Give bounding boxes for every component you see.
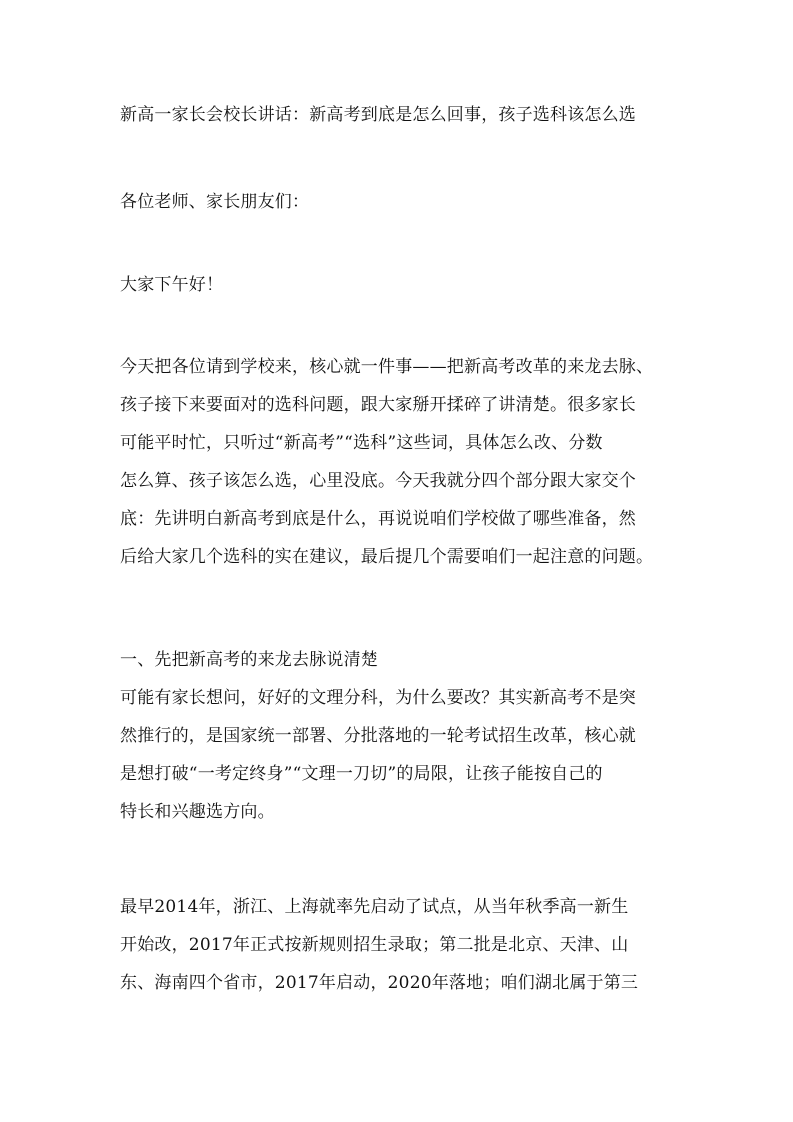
section1-paragraph-2 xyxy=(120,888,685,1002)
paragraph-line: 可能有家长想问，好好的文理分科，为什么要改？其实新高考不是突 xyxy=(120,688,636,708)
paragraph-line: 然推行的，是国家统一部署、分批落地的一轮考试招生改革，核心就 xyxy=(120,726,636,746)
greeting xyxy=(120,266,685,304)
paragraph-line: 东、海南四个省市，2017年启动，2020年落地；咱们湖北属于第三 xyxy=(120,973,639,993)
section1 xyxy=(120,641,685,831)
paragraph-line: 最早2014年，浙江、上海就率先启动了试点，从当年秋季高一新生 xyxy=(120,897,629,917)
paragraph-line: 孩子接下来要面对的选科问题，跟大家掰开揉碎了讲清楚。很多家长 xyxy=(120,395,636,415)
salutation-line: 各位老师、家长朋友们： xyxy=(120,192,310,212)
salutation xyxy=(120,183,685,221)
section-heading: 一、先把新高考的来龙去脉说清楚 xyxy=(120,650,378,670)
paragraph-line: 后给大家几个选科的实在建议，最后提几个需要咱们一起注意的问题。 xyxy=(120,547,654,567)
paragraph-line: 底：先讲明白新高考到底是什么，再说说咱们学校做了哪些准备，然 xyxy=(120,509,636,529)
paragraph-line: 可能平时忙，只听过“新高考”“选科”这些词，具体怎么改、分数 xyxy=(120,433,603,453)
document-title xyxy=(120,96,685,134)
title-line: 新高一家长会校长讲话：新高考到底是怎么回事，孩子选科该怎么选 xyxy=(120,105,636,125)
intro-paragraph xyxy=(120,348,685,576)
paragraph-line: 怎么算、孩子该怎么选，心里没底。今天我就分四个部分跟大家交个 xyxy=(120,471,636,491)
paragraph-line: 是想打破“一考定终身”“文理一刀切”的局限，让孩子能按自己的 xyxy=(120,764,603,784)
paragraph-line: 特长和兴趣选方向。 xyxy=(120,802,275,822)
paragraph-line: 今天把各位请到学校来，核心就一件事——把新高考改革的来龙去脉、 xyxy=(120,357,654,377)
greeting-line: 大家下午好！ xyxy=(120,275,224,295)
paragraph-line: 开始改，2017年正式按新规则招生录取；第二批是北京、天津、山 xyxy=(120,935,629,955)
